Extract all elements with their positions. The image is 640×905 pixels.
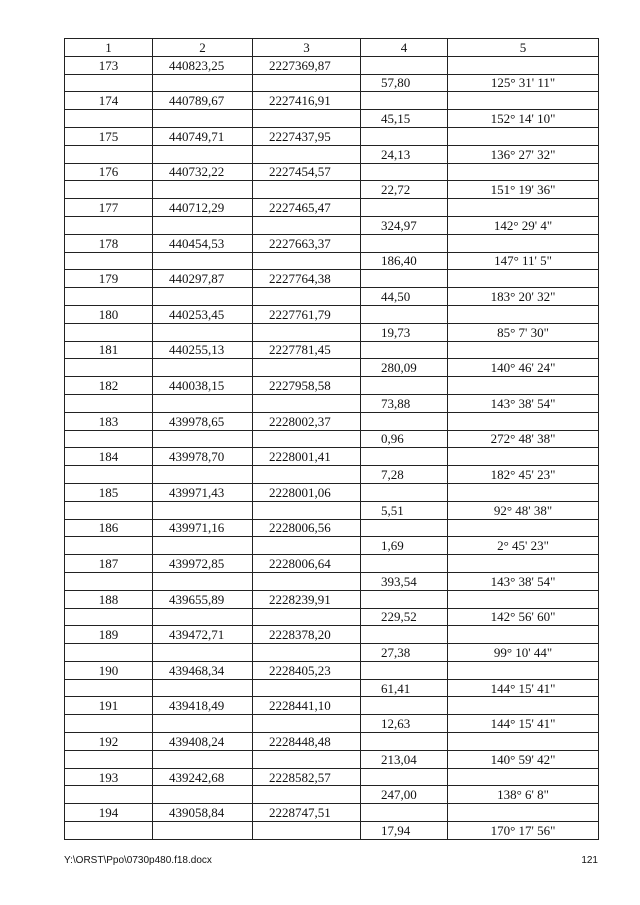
distance-cell: 22,72 — [361, 181, 448, 199]
distance-cell: 0,96 — [361, 430, 448, 448]
point-number-cell — [65, 786, 153, 804]
distance-cell — [361, 92, 448, 110]
point-number-cell — [65, 288, 153, 306]
distance-cell — [361, 412, 448, 430]
point-number-cell — [65, 394, 153, 412]
table-row — [65, 697, 599, 715]
point-number-cell — [65, 644, 153, 662]
y-coordinate-cell — [253, 74, 361, 92]
table-row — [65, 501, 599, 519]
distance-cell: 73,88 — [361, 394, 448, 412]
point-number-cell — [65, 110, 153, 128]
bearing-cell — [448, 127, 599, 145]
y-coordinate-cell — [253, 216, 361, 234]
bearing-cell — [448, 199, 599, 217]
distance-cell — [361, 661, 448, 679]
distance-cell: 324,97 — [361, 216, 448, 234]
y-coordinate-cell — [253, 501, 361, 519]
y-coordinate-cell — [253, 786, 361, 804]
point-number-cell — [65, 216, 153, 234]
point-number-cell — [65, 323, 153, 341]
table-row — [65, 127, 599, 145]
point-number-cell — [65, 715, 153, 733]
table-header-row — [65, 39, 599, 57]
distance-cell — [361, 804, 448, 822]
y-coordinate-cell — [253, 252, 361, 270]
bearing-cell — [448, 768, 599, 786]
y-coordinate-cell: 2227764,38 — [253, 270, 361, 288]
point-number-cell — [65, 501, 153, 519]
table-row — [65, 92, 599, 110]
point-number-cell: 188 — [65, 590, 153, 608]
table-row — [65, 483, 599, 501]
y-coordinate-cell: 2227663,37 — [253, 234, 361, 252]
table-row — [65, 626, 599, 644]
table-row — [65, 644, 599, 662]
x-coordinate-cell — [153, 501, 253, 519]
x-coordinate-cell: 440789,67 — [153, 92, 253, 110]
y-coordinate-cell: 2228448,48 — [253, 733, 361, 751]
x-coordinate-cell: 440038,15 — [153, 377, 253, 395]
table-row — [65, 750, 599, 768]
point-number-cell — [65, 572, 153, 590]
y-coordinate-cell: 2228582,57 — [253, 768, 361, 786]
y-coordinate-cell: 2227958,58 — [253, 377, 361, 395]
distance-cell — [361, 519, 448, 537]
y-coordinate-cell: 2228405,23 — [253, 661, 361, 679]
table-row — [65, 466, 599, 484]
bearing-cell: 151° 19' 36" — [448, 181, 599, 199]
distance-cell: 229,52 — [361, 608, 448, 626]
bearing-cell: 147° 11' 5" — [448, 252, 599, 270]
y-coordinate-cell — [253, 145, 361, 163]
bearing-cell: 136° 27' 32" — [448, 145, 599, 163]
x-coordinate-cell: 439971,43 — [153, 483, 253, 501]
bearing-cell: 142° 29' 4" — [448, 216, 599, 234]
bearing-cell: 144° 15' 41" — [448, 715, 599, 733]
point-number-cell: 186 — [65, 519, 153, 537]
x-coordinate-cell — [153, 288, 253, 306]
y-coordinate-cell — [253, 608, 361, 626]
x-coordinate-cell: 439472,71 — [153, 626, 253, 644]
x-coordinate-cell — [153, 750, 253, 768]
bearing-cell: 138° 6' 8" — [448, 786, 599, 804]
y-coordinate-cell: 2228002,37 — [253, 412, 361, 430]
point-number-cell — [65, 145, 153, 163]
x-coordinate-cell: 440255,13 — [153, 341, 253, 359]
point-number-cell: 190 — [65, 661, 153, 679]
x-coordinate-cell: 439978,65 — [153, 412, 253, 430]
point-number-cell — [65, 466, 153, 484]
table-row — [65, 359, 599, 377]
x-coordinate-cell: 439408,24 — [153, 733, 253, 751]
x-coordinate-cell — [153, 644, 253, 662]
table-row — [65, 110, 599, 128]
distance-cell — [361, 733, 448, 751]
table-row — [65, 145, 599, 163]
distance-cell — [361, 199, 448, 217]
x-coordinate-cell: 440297,87 — [153, 270, 253, 288]
table-row — [65, 448, 599, 466]
table-row — [65, 608, 599, 626]
y-coordinate-cell: 2228001,41 — [253, 448, 361, 466]
table-row — [65, 305, 599, 323]
bearing-cell: 140° 59' 42" — [448, 750, 599, 768]
point-number-cell: 183 — [65, 412, 153, 430]
bearing-cell: 85° 7' 30" — [448, 323, 599, 341]
coordinates-table — [64, 38, 599, 840]
x-coordinate-cell — [153, 216, 253, 234]
table-row — [65, 394, 599, 412]
x-coordinate-cell: 440823,25 — [153, 56, 253, 74]
distance-cell: 44,50 — [361, 288, 448, 306]
x-coordinate-cell — [153, 145, 253, 163]
x-coordinate-cell — [153, 181, 253, 199]
distance-cell: 1,69 — [361, 537, 448, 555]
point-number-cell: 182 — [65, 377, 153, 395]
bearing-cell: 143° 38' 54" — [448, 394, 599, 412]
point-number-cell: 191 — [65, 697, 153, 715]
point-number-cell — [65, 74, 153, 92]
bearing-cell: 125° 31' 11" — [448, 74, 599, 92]
bearing-cell: 182° 45' 23" — [448, 466, 599, 484]
y-coordinate-cell: 2227465,47 — [253, 199, 361, 217]
x-coordinate-cell — [153, 715, 253, 733]
point-number-cell — [65, 430, 153, 448]
x-coordinate-cell: 440454,53 — [153, 234, 253, 252]
x-coordinate-cell — [153, 786, 253, 804]
x-coordinate-cell — [153, 466, 253, 484]
point-number-cell — [65, 679, 153, 697]
distance-cell: 213,04 — [361, 750, 448, 768]
bearing-cell: 99° 10' 44" — [448, 644, 599, 662]
distance-cell — [361, 626, 448, 644]
bearing-cell — [448, 163, 599, 181]
distance-cell: 7,28 — [361, 466, 448, 484]
table-row — [65, 341, 599, 359]
table-row — [65, 234, 599, 252]
point-number-cell — [65, 181, 153, 199]
bearing-cell: 92° 48' 38" — [448, 501, 599, 519]
distance-cell: 12,63 — [361, 715, 448, 733]
distance-cell: 61,41 — [361, 679, 448, 697]
y-coordinate-cell — [253, 644, 361, 662]
x-coordinate-cell: 440253,45 — [153, 305, 253, 323]
column-header-5: 5 — [448, 39, 599, 57]
table-row — [65, 804, 599, 822]
footer-page-number: 121 — [581, 855, 598, 866]
table-row — [65, 572, 599, 590]
distance-cell: 280,09 — [361, 359, 448, 377]
distance-cell: 19,73 — [361, 323, 448, 341]
footer-file-path: Y:\ORST\Ppo\0730p480.f18.docx — [64, 855, 212, 866]
y-coordinate-cell — [253, 822, 361, 840]
x-coordinate-cell — [153, 608, 253, 626]
distance-cell — [361, 341, 448, 359]
table-row — [65, 288, 599, 306]
y-coordinate-cell — [253, 394, 361, 412]
table-row — [65, 323, 599, 341]
x-coordinate-cell — [153, 74, 253, 92]
table-row — [65, 555, 599, 573]
point-number-cell: 180 — [65, 305, 153, 323]
y-coordinate-cell: 2227416,91 — [253, 92, 361, 110]
y-coordinate-cell — [253, 715, 361, 733]
y-coordinate-cell — [253, 750, 361, 768]
bearing-cell — [448, 483, 599, 501]
y-coordinate-cell — [253, 572, 361, 590]
x-coordinate-cell — [153, 430, 253, 448]
point-number-cell: 187 — [65, 555, 153, 573]
bearing-cell: 140° 46' 24" — [448, 359, 599, 377]
table-row — [65, 679, 599, 697]
y-coordinate-cell: 2228239,91 — [253, 590, 361, 608]
bearing-cell: 170° 17' 56" — [448, 822, 599, 840]
table-row — [65, 412, 599, 430]
distance-cell: 24,13 — [361, 145, 448, 163]
x-coordinate-cell: 439058,84 — [153, 804, 253, 822]
x-coordinate-cell — [153, 323, 253, 341]
y-coordinate-cell — [253, 466, 361, 484]
bearing-cell — [448, 804, 599, 822]
column-header-1: 1 — [65, 39, 153, 57]
table-row — [65, 786, 599, 804]
table-row — [65, 661, 599, 679]
distance-cell: 27,38 — [361, 644, 448, 662]
x-coordinate-cell — [153, 572, 253, 590]
y-coordinate-cell — [253, 323, 361, 341]
point-number-cell — [65, 750, 153, 768]
y-coordinate-cell — [253, 537, 361, 555]
y-coordinate-cell — [253, 679, 361, 697]
point-number-cell — [65, 822, 153, 840]
y-coordinate-cell: 2227437,95 — [253, 127, 361, 145]
distance-cell: 247,00 — [361, 786, 448, 804]
point-number-cell: 176 — [65, 163, 153, 181]
table-row — [65, 430, 599, 448]
table-row — [65, 768, 599, 786]
bearing-cell — [448, 448, 599, 466]
x-coordinate-cell: 439242,68 — [153, 768, 253, 786]
table-row — [65, 74, 599, 92]
distance-cell — [361, 483, 448, 501]
x-coordinate-cell: 439971,16 — [153, 519, 253, 537]
x-coordinate-cell — [153, 359, 253, 377]
table-row — [65, 377, 599, 395]
point-number-cell: 174 — [65, 92, 153, 110]
point-number-cell — [65, 537, 153, 555]
distance-cell: 57,80 — [361, 74, 448, 92]
y-coordinate-cell: 2228747,51 — [253, 804, 361, 822]
point-number-cell: 194 — [65, 804, 153, 822]
x-coordinate-cell — [153, 110, 253, 128]
table-row — [65, 163, 599, 181]
bearing-cell: 2° 45' 23" — [448, 537, 599, 555]
bearing-cell — [448, 270, 599, 288]
table-row — [65, 270, 599, 288]
y-coordinate-cell: 2227454,57 — [253, 163, 361, 181]
point-number-cell: 177 — [65, 199, 153, 217]
point-number-cell: 184 — [65, 448, 153, 466]
bearing-cell — [448, 626, 599, 644]
table-row — [65, 537, 599, 555]
y-coordinate-cell — [253, 110, 361, 128]
distance-cell — [361, 270, 448, 288]
point-number-cell — [65, 608, 153, 626]
x-coordinate-cell: 439972,85 — [153, 555, 253, 573]
point-number-cell: 192 — [65, 733, 153, 751]
bearing-cell: 152° 14' 10" — [448, 110, 599, 128]
point-number-cell: 189 — [65, 626, 153, 644]
y-coordinate-cell: 2228441,10 — [253, 697, 361, 715]
distance-cell: 393,54 — [361, 572, 448, 590]
column-header-2: 2 — [153, 39, 253, 57]
x-coordinate-cell — [153, 822, 253, 840]
bearing-cell — [448, 555, 599, 573]
table-row — [65, 56, 599, 74]
bearing-cell — [448, 697, 599, 715]
distance-cell — [361, 234, 448, 252]
x-coordinate-cell: 439655,89 — [153, 590, 253, 608]
table-row — [65, 199, 599, 217]
distance-cell — [361, 590, 448, 608]
table-row — [65, 216, 599, 234]
y-coordinate-cell — [253, 288, 361, 306]
bearing-cell: 143° 38' 54" — [448, 572, 599, 590]
point-number-cell: 181 — [65, 341, 153, 359]
distance-cell — [361, 555, 448, 573]
y-coordinate-cell: 2228006,56 — [253, 519, 361, 537]
point-number-cell: 185 — [65, 483, 153, 501]
distance-cell: 45,15 — [361, 110, 448, 128]
y-coordinate-cell: 2228001,06 — [253, 483, 361, 501]
y-coordinate-cell: 2227781,45 — [253, 341, 361, 359]
point-number-cell — [65, 359, 153, 377]
bearing-cell — [448, 377, 599, 395]
point-number-cell: 193 — [65, 768, 153, 786]
column-header-3: 3 — [253, 39, 361, 57]
distance-cell — [361, 768, 448, 786]
x-coordinate-cell: 439418,49 — [153, 697, 253, 715]
point-number-cell: 178 — [65, 234, 153, 252]
table-body — [65, 56, 599, 839]
table-row — [65, 822, 599, 840]
bearing-cell — [448, 234, 599, 252]
distance-cell: 186,40 — [361, 252, 448, 270]
point-number-cell: 179 — [65, 270, 153, 288]
x-coordinate-cell — [153, 537, 253, 555]
x-coordinate-cell — [153, 252, 253, 270]
table-row — [65, 252, 599, 270]
point-number-cell: 175 — [65, 127, 153, 145]
y-coordinate-cell: 2228006,64 — [253, 555, 361, 573]
bearing-cell — [448, 661, 599, 679]
x-coordinate-cell: 440732,22 — [153, 163, 253, 181]
bearing-cell — [448, 305, 599, 323]
x-coordinate-cell — [153, 394, 253, 412]
distance-cell — [361, 127, 448, 145]
y-coordinate-cell: 2228378,20 — [253, 626, 361, 644]
bearing-cell — [448, 733, 599, 751]
y-coordinate-cell — [253, 359, 361, 377]
bearing-cell — [448, 412, 599, 430]
bearing-cell — [448, 341, 599, 359]
column-header-4: 4 — [361, 39, 448, 57]
point-number-cell: 173 — [65, 56, 153, 74]
bearing-cell — [448, 590, 599, 608]
y-coordinate-cell: 2227369,87 — [253, 56, 361, 74]
x-coordinate-cell: 439978,70 — [153, 448, 253, 466]
bearing-cell: 272° 48' 38" — [448, 430, 599, 448]
distance-cell — [361, 56, 448, 74]
bearing-cell — [448, 56, 599, 74]
table-row — [65, 181, 599, 199]
x-coordinate-cell: 440712,29 — [153, 199, 253, 217]
distance-cell: 5,51 — [361, 501, 448, 519]
distance-cell: 17,94 — [361, 822, 448, 840]
table-row — [65, 715, 599, 733]
y-coordinate-cell: 2227761,79 — [253, 305, 361, 323]
distance-cell — [361, 163, 448, 181]
table-row — [65, 733, 599, 751]
bearing-cell: 142° 56' 60" — [448, 608, 599, 626]
distance-cell — [361, 305, 448, 323]
table-row — [65, 519, 599, 537]
x-coordinate-cell: 439468,34 — [153, 661, 253, 679]
y-coordinate-cell — [253, 430, 361, 448]
bearing-cell: 183° 20' 32" — [448, 288, 599, 306]
y-coordinate-cell — [253, 181, 361, 199]
bearing-cell — [448, 519, 599, 537]
distance-cell — [361, 448, 448, 466]
point-number-cell — [65, 252, 153, 270]
x-coordinate-cell: 440749,71 — [153, 127, 253, 145]
x-coordinate-cell — [153, 679, 253, 697]
bearing-cell — [448, 92, 599, 110]
distance-cell — [361, 697, 448, 715]
distance-cell — [361, 377, 448, 395]
bearing-cell: 144° 15' 41" — [448, 679, 599, 697]
table-row — [65, 590, 599, 608]
